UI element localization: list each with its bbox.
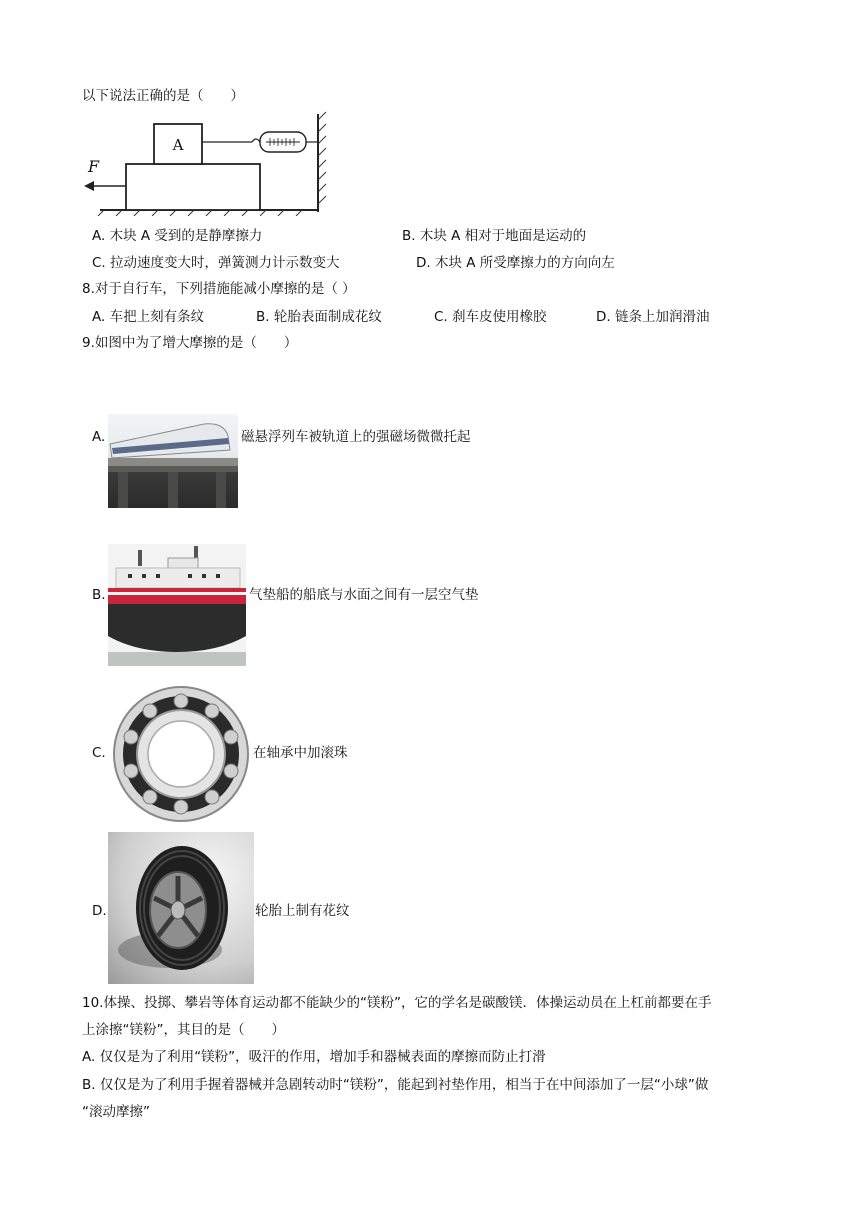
force-label: F [88,157,100,176]
q10-stem-line2: 上涂擦“镁粉”，其目的是（ ） [82,1022,285,1038]
block-a-label: A [172,136,184,154]
q9-option-a-letter[interactable]: A. [92,429,106,445]
q10-option-b-line1[interactable]: B. 仅仅是为了利用手握着器械并急剧转动时“镁粉”，能起到衬垫作用，相当于在中间添加了一层“小球”做 [82,1077,709,1093]
board [126,164,260,210]
q9-option-d-letter[interactable]: D. [92,903,107,919]
q7-option-d[interactable]: D. 木块 A 所受摩擦力的方向向左 [416,255,615,271]
tire-photo [108,832,254,984]
wall-hatch [318,112,326,204]
q8-option-c[interactable]: C. 刹车皮使用橡胶 [434,309,547,325]
q9-option-c-letter[interactable]: C. [92,745,106,761]
q9-option-b-letter[interactable]: B. [92,587,106,603]
q7-option-a[interactable]: A. 木块 A 受到的是静摩擦力 [92,228,263,244]
q8-option-b[interactable]: B. 轮胎表面制成花纹 [256,309,382,325]
spring-scale [252,132,318,152]
q7-stem-tail: 以下说法正确的是（ ） [82,88,244,104]
q9-stem: 9.如图中为了增大摩擦的是（ ） [82,335,298,351]
maglev-train-photo [108,414,238,508]
q9-option-b-text: 气垫船的船底与水面之间有一层空气垫 [249,587,479,603]
q10-option-a[interactable]: A. 仅仅是为了利用“镁粉”，吸汗的作用，增加手和器械表面的摩擦而防止打滑 [82,1049,546,1065]
q10-stem-line1: 10.体操、投掷、攀岩等体育运动都不能缺少的“镁粉”，它的学名是碳酸镁．体操运动员在上杠前都要在手 [82,995,712,1011]
q8-option-a[interactable]: A. 车把上刻有条纹 [92,309,205,325]
q10-option-b-line2[interactable]: “滚动摩擦” [82,1104,150,1120]
hovercraft-photo [108,544,246,666]
q9-option-d-text: 轮胎上制有花纹 [255,903,350,919]
q9-option-c-text: 在轴承中加滚珠 [253,745,348,761]
q7-friction-diagram [82,110,332,216]
ball-bearing-photo [112,684,250,824]
q8-option-d[interactable]: D. 链条上加润滑油 [596,309,710,325]
q9-option-a-text: 磁悬浮列车被轨道上的强磁场微微托起 [241,429,471,445]
q8-stem: 8.对于自行车，下列措施能减小摩擦的是（ ） [82,281,356,297]
q7-option-b[interactable]: B. 木块 A 相对于地面是运动的 [402,228,587,244]
q7-option-c[interactable]: C. 拉动速度变大时，弹簧测力计示数变大 [92,255,340,271]
